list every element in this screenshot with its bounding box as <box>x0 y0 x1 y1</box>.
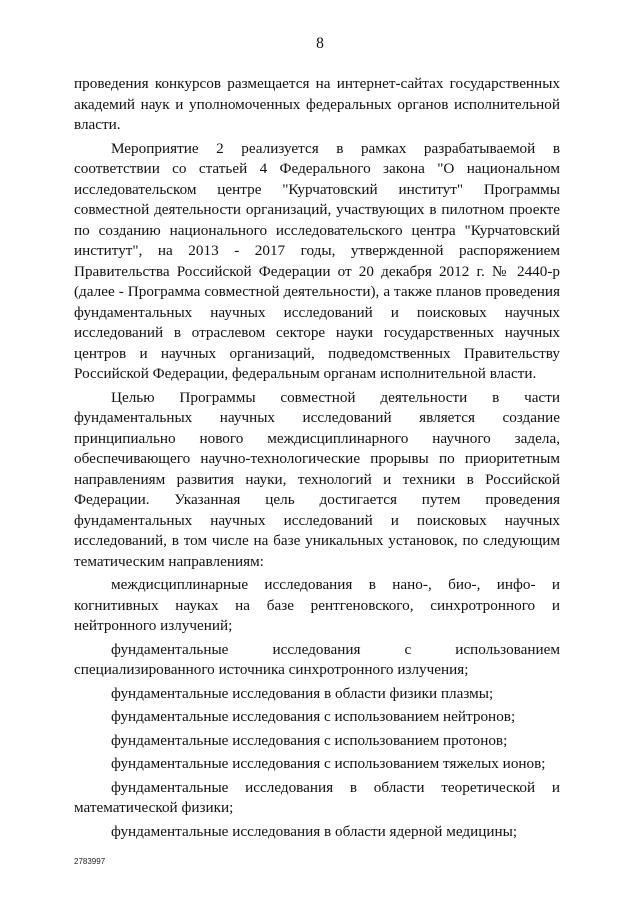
list-item-neutrons: фундаментальные исследования с использованием нейтронов; <box>111 708 516 725</box>
paragraph-activity-2: Мероприятие 2 реализуется в рамках разрабатываемой в соответствии со статьей 4 Федерального закона "О национальном исследовательском центре "Курчатовский институт" Программы совместной деятельности организаций, участвующих в пилотном проекте по созданию национального исследовательского центра "Курчатовский институт", на 2013 - 2017 годы, утвержденной распоряжением Правительства Российской Федерации от 20 декабря 2012 г. № 2440-р (далее - Программа совместной деятельности), а также планов проведения фундаментальных научных исследований и поисковых научных исследований в отраслевом секторе науки государственных научных центров и научных организаций, подведомственных Правительству Российской Федерации, федеральным органам исполнительной власти. <box>74 139 560 382</box>
list-item-protons: фундаментальные исследования с использованием протонов; <box>111 731 508 749</box>
list-item-nuclear-medicine: фундаментальные исследования в области ядерной медицины; <box>111 822 518 840</box>
list-item-plasma: фундаментальные исследования в области физики плазмы; <box>111 684 494 702</box>
document-code: 2783997 <box>74 857 106 866</box>
document-body <box>74 74 560 842</box>
list-item-interdisciplinary: междисциплинарные исследования в нано-, био-, инфо- и когнитивных науках на базе рентгеновского, синхротронного и нейтронного излучений; <box>74 576 560 634</box>
page-number: 8 <box>316 35 324 52</box>
paragraph-program-goal: Целью Программы совместной деятельности в части фундаментальных научных исследований является создание принципиально нового междисциплинарного научного задела, обеспечивающего научно-технологические прорывы по приоритетным направлениям развития науки, технологий и техники в Российской Федерации. Указанная цель достигается путем проведения фундаментальных научных исследований и поисковых научных исследований, в том числе на базе уникальных установок, по следующим тематическим направлениям: <box>74 388 560 570</box>
list-item-synchrotron: фундаментальные исследования с использованием специализированного источника синхротронного излучения; <box>74 640 560 678</box>
paragraph-continuation: проведения конкурсов размещается на интернет-сайтах государственных академий наук и уполномоченных федеральных органов исполнительной власти. <box>74 75 560 133</box>
list-item-theoretical-physics: фундаментальные исследования в области теоретической и математической физики; <box>74 778 560 816</box>
list-item-heavy-ions: фундаментальные исследования с использованием тяжелых ионов; <box>111 755 546 772</box>
